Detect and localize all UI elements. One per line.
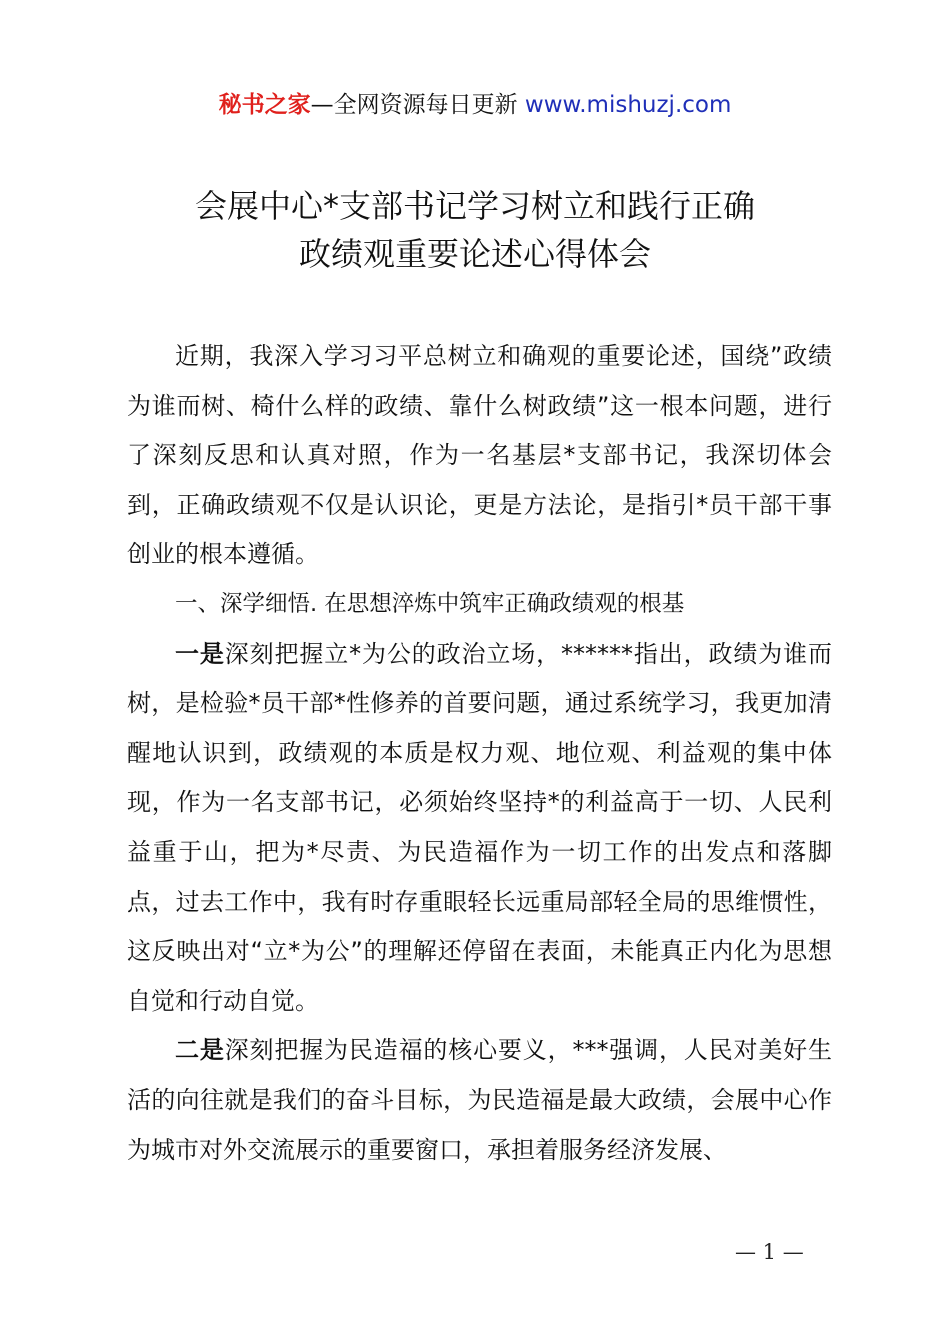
header-slogan: —全网资源每日更新 [310, 92, 525, 118]
section-heading-1: 一、深学细悟. 在思想淬炼中筑牢正确政绩观的根基 [175, 590, 685, 617]
page-number: — 1 — [735, 1240, 804, 1264]
site-header [0, 88, 950, 122]
paragraph-point-1 [127, 630, 832, 1027]
paragraph-point-2 [127, 1026, 832, 1175]
point-1-text: 深刻把握立*为公的政治立场，******指出，政绩为谁而树，是检验*员干部*性修养的首要问题，通过系统学习，我更加清醒地认识到，政绩观的本质是权力观、地位观、利益观的集中体现，作为一名支部书记，必须始终坚持*的利益高于一切、人民利益重于山，把为*尽责、为民造福作为一切工作的出发点和落脚点，过去工作中，我有时存重眼轻长远重局部轻全局的思维惯性，这反映出对“立*为公”的理解还停留在表面，未能真正内化为思想自觉和行动自觉。 [127, 639, 832, 1015]
document-title [0, 182, 950, 278]
paragraph-intro: 近期，我深入学习习平总树立和确观的重要论述，国绕”政绩为谁而树、椅什么样的政绩、靠什么树政绩”这一根本问题，进行了深刻反思和认真对照，作为一名基层*支部书记，我深切体会到，正确政绩观不仅是认识论，更是方法论，是指引*员干部干事创业的根本遵循。 [127, 342, 832, 569]
document-body [127, 332, 832, 1175]
title-line-1: 会展中心*支部书记学习树立和践行正确 [194, 187, 755, 225]
point-1-lead: 一是 [175, 639, 225, 668]
header-url[interactable]: www.mishuzj.com [524, 92, 732, 118]
point-2-lead: 二是 [175, 1036, 225, 1065]
title-line-2: 政绩观重要论述心得体会 [298, 235, 651, 273]
brand-name: 秘书之家 [218, 92, 311, 118]
point-2-text: 深刻把握为民造福的核心要义，***强调，人民对美好生活的向往就是我们的奋斗目标，为民造福是最大政绩，会展中心作为城市对外交流展示的重要窗口，承担着服务经济发展、 [127, 1036, 833, 1164]
